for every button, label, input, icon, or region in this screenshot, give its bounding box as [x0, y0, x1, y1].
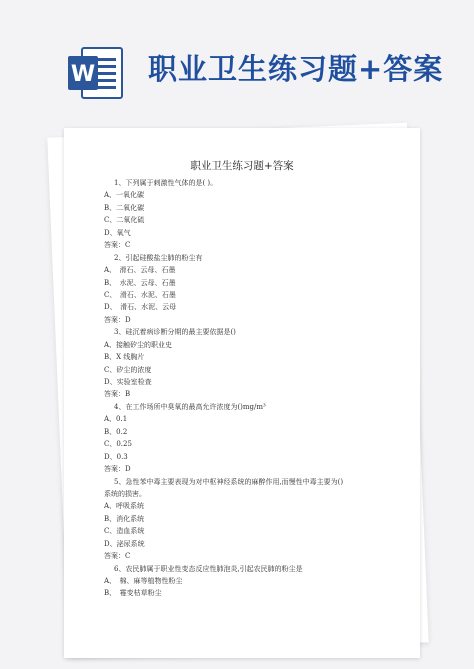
- option-text: B、X 线胸片: [104, 353, 145, 362]
- answer-text: 答案：C: [104, 552, 131, 561]
- option-text: A、0.1: [104, 415, 128, 424]
- option-text: B、消化系统: [104, 514, 145, 523]
- question-continuation: 系统的损害。: [104, 489, 146, 498]
- option-text: C、0.25: [104, 440, 132, 449]
- option-text: D、0.3: [104, 452, 128, 461]
- question-text: 2、引起硅酸盐尘肺的粉尘有: [114, 253, 203, 262]
- document-title: 职业卫生练习题+答案: [190, 160, 294, 172]
- answer-text: 答案：D: [104, 465, 131, 474]
- header-banner: [0, 0, 474, 120]
- question-text: 3、硅沉着病诊断分期的最主要依据是(): [114, 328, 236, 337]
- word-document-icon: [64, 42, 126, 104]
- option-text: A、 滑石、云母、石墨: [104, 266, 176, 275]
- option-text: C、矽尘的浓度: [104, 365, 152, 374]
- option-text: C、二氧化硫: [104, 216, 145, 225]
- document-page: [64, 128, 420, 658]
- option-text: B、 霉变枯草粉尘: [104, 589, 162, 598]
- option-text: B、二氧化碳: [104, 203, 145, 212]
- option-text: D、泌尿系统: [104, 539, 145, 548]
- word-icon-letter: W: [70, 62, 96, 87]
- document-body: [104, 177, 404, 600]
- option-text: D、 滑石、水泥、云母: [104, 303, 177, 312]
- option-text: B、 水泥、云母、石墨: [104, 278, 176, 287]
- option-text: C、 滑石、水泥、石墨: [104, 290, 176, 299]
- answer-text: 答案：B: [104, 390, 131, 399]
- option-text: B、0.2: [104, 427, 128, 436]
- option-text: A、呼吸系统: [104, 502, 145, 511]
- option-text: C、造血系统: [104, 527, 145, 536]
- answer-text: 答案：C: [104, 241, 131, 250]
- option-text: A、接触矽尘的职业史: [104, 340, 173, 349]
- option-text: A、 棉、麻等植物性粉尘: [104, 577, 183, 585]
- answer-text: 答案：D: [104, 315, 131, 324]
- question-text: 1、下列属于刺激性气体的是( )。: [114, 179, 218, 187]
- header-title: 职业卫生练习题+答案: [148, 52, 444, 86]
- option-text: D、实验室检查: [104, 378, 152, 386]
- question-text: 4、在工作场所中臭氧的最高允许浓度为()mg/m³: [114, 402, 266, 411]
- option-text: A、一氧化碳: [104, 191, 145, 200]
- question-text: 6、农民肺属于职业性变态反应性肺泡炎,引起农民肺的粉尘是: [114, 564, 303, 573]
- option-text: D、氧气: [104, 228, 131, 237]
- question-text: 5、急性苯中毒主要表现为对中枢神经系统的麻醉作用,而慢性中毒主要为(): [114, 477, 344, 486]
